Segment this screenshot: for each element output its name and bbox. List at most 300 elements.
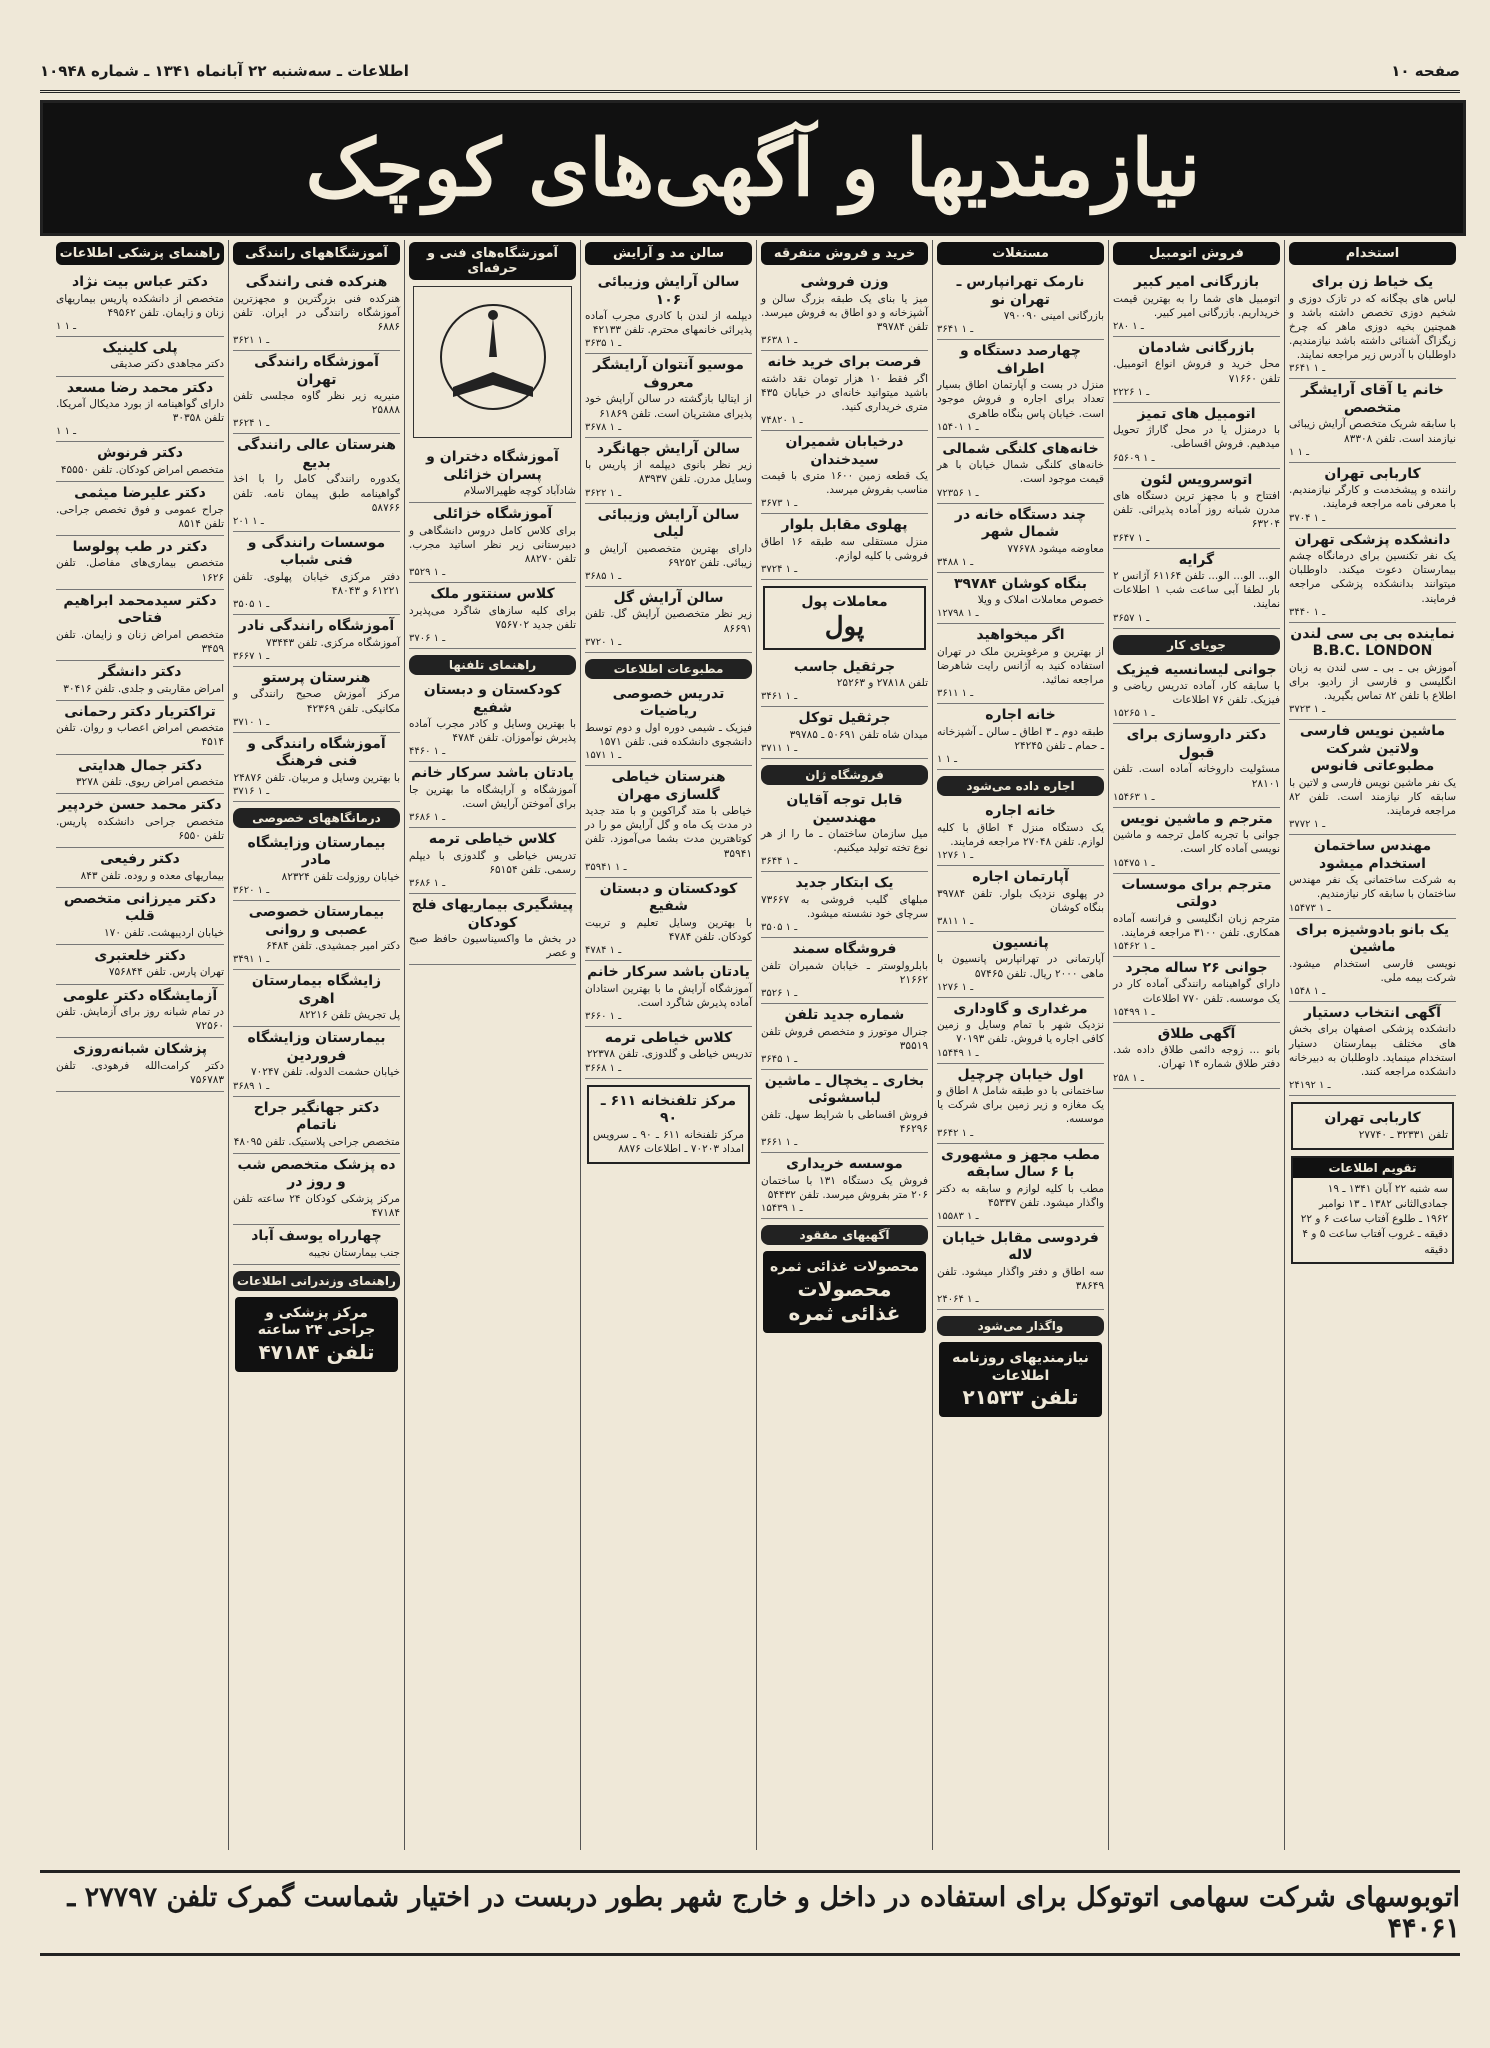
ad-code: ۳۶۶۱ ـ ۱ xyxy=(761,1137,798,1149)
ad-code: ۳۶۶۸ ـ ۱ xyxy=(585,1062,622,1074)
ad-title: شماره جدید تلفن xyxy=(784,1007,905,1024)
money-deals-big: پول xyxy=(824,611,865,642)
column-heading: خرید و فروش متفرقه xyxy=(761,242,928,265)
columns-container xyxy=(40,240,1460,1850)
ad-code: ۳۷۲۰ ـ ۱ xyxy=(585,636,622,648)
ad-title: دکتر خلعتبری xyxy=(94,947,186,964)
ad-body: به شرکت ساختمانی یک نفر مهندس ساختمان با سابقه کار نیازمندیم. xyxy=(1289,874,1456,901)
ad-code: ۴۷۸۴ ـ ۱ xyxy=(585,945,622,957)
ad-body: از ایتالیا بازگشته در سالن آرایش خود پذیرای مشتریان است. تلفن ۶۱۸۶۹ xyxy=(585,393,752,420)
ad-body: فروش یک دستگاه ۱۳۱ با ساختمان ۲۰۶ متر بفروش میرسد. تلفن ۵۴۴۳۲ xyxy=(761,1174,928,1201)
classified-ad xyxy=(233,901,400,970)
classified-ad xyxy=(937,866,1104,932)
dark-boxed-ad xyxy=(235,1297,398,1372)
column-heading: راهنمای پزشکی اطلاعات xyxy=(56,242,224,265)
classified-ad xyxy=(1289,623,1456,721)
classified-ad xyxy=(761,938,928,1004)
classified-ad xyxy=(233,351,400,434)
ad-title: کودکستان و دبستان شفیع xyxy=(599,880,738,915)
classified-ad xyxy=(56,945,224,985)
ad-title: وزن فروشی xyxy=(800,274,889,290)
classified-ad xyxy=(937,438,1104,504)
classified-ad xyxy=(409,894,576,965)
classified-ad xyxy=(56,1038,224,1092)
subsection-heading: راهنمای تلفنها xyxy=(409,655,576,675)
ad-title: مترجم و ماشین نویس xyxy=(1120,810,1273,827)
ad-title: بازرگانی شادمان xyxy=(1138,339,1255,356)
ad-body: جنرال موتورز و متخصص فروش تلفن ۳۵۵۱۹ xyxy=(761,1025,928,1052)
ad-body: یک دستگاه منزل ۴ اطاق با کلیه لوازم. تلفن ۲۷۰۴۸ مراجعه فرمایند. xyxy=(937,821,1104,848)
ad-body: معاوضه میشود ۷۷۶۷۸ xyxy=(1007,542,1104,555)
dark-ad-big: تلفن ۲۱۵۳۳ xyxy=(962,1385,1079,1410)
ad-code: ۳۶۳۸ ـ ۱ xyxy=(761,335,798,347)
ad-title: اتوسرویس لئون xyxy=(1140,471,1253,488)
ad-code: ۳۷۱۰ ـ ۱ xyxy=(233,716,270,728)
ad-title: قابل توجه آقایان مهندسین xyxy=(786,792,903,826)
classified-ad xyxy=(56,590,224,661)
ad-body: برای کلیه سازهای شاگرد می‌پذیرد تلفن جدید ۷۵۶۷۰۲ xyxy=(409,604,576,631)
ad-code: ۲۲۲۶ ـ ۱ xyxy=(1113,386,1150,398)
classified-ad xyxy=(233,1154,400,1225)
ad-title: دکتر محمد رضا مسعد xyxy=(66,379,214,396)
boxed-ad xyxy=(1291,1102,1454,1150)
classified-ad xyxy=(761,707,928,759)
calendar-body: سه شنبه ۲۲ آبان ۱۳۴۱ ـ ۱۹ جمادی‌الثانی ۱۳۸۲ ـ ۱۳ نوامبر ۱۹۶۲ ـ طلوع آفتاب ساعت ۶ و ۲۲ دقیقه ـ غروب آفتاب ساعت ۵ و ۴ دقیقه xyxy=(1300,1182,1448,1256)
column-heading: آموزشگاههای رانندگی xyxy=(233,242,400,265)
classified-ad xyxy=(233,970,400,1027)
ad-title: دکتر میرزانی متخصص قلب xyxy=(63,890,217,925)
classified-ad xyxy=(233,1225,400,1265)
ad-body: در بخش ما واکسیناسیون حافظ صبح و عصر xyxy=(409,933,576,960)
ad-title: آموزشگاه دختران و پسران خزائلی xyxy=(426,449,559,483)
ad-title: چهارصد دستگاه و اطراف xyxy=(959,343,1082,377)
classified-ad xyxy=(761,872,928,938)
ad-code: ۳۵۲۹ ـ ۱ xyxy=(409,567,446,579)
classified-ad xyxy=(1113,271,1280,337)
classified-ad xyxy=(1289,835,1456,918)
ad-title: فردوسی مقابل خیابان لاله xyxy=(942,1229,1099,1264)
ad-body: آپارتمانی در تهرانپارس پانسیون با ماهی ۲۰۰۰ ریال. تلفن ۵۷۴۶۵ xyxy=(937,953,1104,980)
ad-body: زیر نظر متخصصین آرایش گل. تلفن ۸۶۶۹۱ xyxy=(585,608,752,635)
subsection-heading: آگهیهای مفقود xyxy=(761,1225,928,1245)
ad-title: خانه‌های کلنگی شمالی xyxy=(942,440,1099,457)
ad-title: کاربابی تهران xyxy=(1324,465,1421,482)
ad-body: جنب بیمارستان نجیبه xyxy=(308,1246,400,1259)
dark-ad-title: نیازمندیهای روزنامه اطلاعات xyxy=(952,1350,1089,1384)
ad-body: میز یا بنای یک طبقه بزرگ سالن و آشپزخانه و دو اطاق به فروش میرسد. تلفن ۳۹۷۸۴ xyxy=(761,292,928,333)
classified-ad xyxy=(585,271,752,354)
ad-code: ۲۴۰۶۴ ـ ۱ xyxy=(937,1294,979,1306)
ad-body: فیزیک ـ شیمی دوره اول و دوم توسط دانشجوی دانشکده فنی. تلفن ۱۵۷۱ xyxy=(585,721,752,748)
running-header xyxy=(40,62,1460,93)
classified-ad xyxy=(233,1027,400,1096)
classified-ad xyxy=(585,878,752,961)
classified-ad xyxy=(233,733,400,802)
ad-body: پل تجریش تلفن ۸۲۲۱۶ xyxy=(299,1009,400,1022)
ad-title: تدریس خصوصی ریاضیات xyxy=(612,685,725,720)
ad-title: آزمایشگاه دکتر علومی xyxy=(62,987,218,1004)
ad-code: ۲۵۸ ـ ۱ xyxy=(1113,1072,1144,1084)
ad-title: دکتر علیرضا میثمی xyxy=(74,485,206,502)
ad-title: مطب مجهز و مشهوری با ۶ سال سابقه xyxy=(941,1146,1100,1181)
ad-body: دفتر مرکزی خیابان پهلوی. تلفن ۶۱۲۲۱ و ۴۸۰۴۳ xyxy=(233,570,400,598)
ad-code: ۳۴۶۱ ـ ۱ xyxy=(761,691,798,703)
ad-code: ۱۵۴۶۲ ـ ۱ xyxy=(1113,940,1155,952)
classified-ad xyxy=(56,794,224,848)
ad-body: میدان شاه تلفن ۵۰۶۹۱ ـ ۳۹۷۸۵ xyxy=(789,728,928,741)
ad-body: تدریس خیاطی و گلدوزی با دیپلم رسمی. تلفن ۶۵۱۵۴ xyxy=(409,849,576,876)
ad-body: بانو ... زوجه دائمی طلاق داده شد. دفتر طلاق شماره ۱۴ تهران. xyxy=(1113,1044,1280,1071)
ad-title: پهلوی مقابل بلوار xyxy=(781,517,908,534)
boxed-ad-body: تلفن ۳۲۳۳۱ ـ ۲۷۷۴۰ xyxy=(1358,1128,1448,1141)
ad-code: ۱۵۴۹۹ ـ ۱ xyxy=(1113,1006,1155,1018)
ad-code: ۱۵۴۷۳ ـ ۱ xyxy=(1289,902,1331,914)
ad-body: خیابان حشمت الدوله. تلفن ۷۰۲۴۷ xyxy=(250,1066,400,1079)
ad-code: ۱۵۵۸۳ ـ ۱ xyxy=(937,1210,979,1222)
ad-code: ۲۰۱ ـ ۱ xyxy=(233,515,264,527)
ad-title: درخیابان شمیران سیدخندان xyxy=(785,434,904,468)
classified-ad xyxy=(1289,463,1456,529)
ad-code: ۳۷۰۶ ـ ۱ xyxy=(409,633,446,645)
classified-ad xyxy=(585,354,752,437)
dark-ad-big: محصولات غذائی ثمره xyxy=(788,1276,901,1325)
classified-ad xyxy=(56,536,224,590)
classified-ad xyxy=(409,583,576,649)
page-number: صفحه ۱۰ xyxy=(1391,62,1460,80)
ad-body: هنرکده فنی بزرگترین و مجهزترین آموزشگاه رانندگی در ایران. تلفن ۶۸۸۶ xyxy=(233,292,400,333)
classified-ad xyxy=(937,504,1104,573)
ad-code: ۳۷۷۲ ـ ۱ xyxy=(1289,819,1326,831)
classified-ad xyxy=(1289,720,1456,835)
ad-title: بازرگانی امیر کبیر xyxy=(1133,274,1260,290)
ad-body: مترجم زبان انگلیسی و فرانسه آماده همکاری. تلفن ۳۱۰۰ مراجعه فرمایند. xyxy=(1113,912,1280,939)
ad-title: اگر میخواهید xyxy=(976,627,1065,644)
classified-ad xyxy=(233,532,400,615)
column xyxy=(228,240,404,1850)
ad-title: دکتر عباس بیت نژاد xyxy=(72,274,208,290)
banner-title: نیازمندیها و آگهی‌های کوچک xyxy=(305,122,1201,214)
ad-code: ۳۶۳۵ ـ ۱ xyxy=(585,338,622,350)
ad-body: شادآباد کوچه ظهیرالاسلام xyxy=(463,485,576,497)
ad-title: تراکتریار دکتر رحمانی xyxy=(64,703,216,720)
column xyxy=(756,240,932,1850)
ad-code: ۴۴۶۰ ـ ۱ xyxy=(409,746,446,758)
ad-code: ۳۶۸۵ ـ ۱ xyxy=(585,570,622,582)
column xyxy=(580,240,756,1850)
ad-title: مهندس ساختمان استخدام میشود xyxy=(1313,838,1432,872)
classified-ad xyxy=(1289,1002,1456,1096)
ad-title: پانسیون xyxy=(992,934,1049,951)
ad-code: ۲۴۱۹۲ ـ ۱ xyxy=(1289,1080,1331,1092)
column xyxy=(1284,240,1460,1850)
ad-body: الو... الو... الو... تلفن ۶۱۱۶۴ آژانس ۲ بار لطفا آبی ساعت شب ۱ اطلاعات نمایند. xyxy=(1113,570,1280,611)
classified-ad xyxy=(233,271,400,351)
ad-body: زیر نظر بانوی دیپلمه از پاریس با وسایل مدرن. تلفن ۸۳۹۳۷ xyxy=(585,459,752,486)
ad-body: تدریس خیاطی و گلدوزی. تلفن ۲۲۳۷۸ xyxy=(586,1048,752,1061)
ad-code: ۳۶۸۶ ـ ۱ xyxy=(409,878,446,890)
ad-code: ۳۶۸۹ ـ ۱ xyxy=(233,1080,270,1092)
ad-code: ۱۵۴۸ ـ ۱ xyxy=(1289,985,1326,997)
ad-title: ده پزشک متخصص شب و روز در xyxy=(237,1156,396,1191)
ad-code: ۳۵۲۶ ـ ۱ xyxy=(761,988,798,1000)
calendar-box xyxy=(1291,1156,1454,1264)
ad-code: ۷۲۳۵۶ ـ ۱ xyxy=(937,487,979,499)
ad-title: اتومبیل های تمیز xyxy=(1137,405,1256,422)
classified-ad xyxy=(1113,469,1280,549)
column-heading: فروش اتومبیل xyxy=(1113,242,1280,265)
ad-title: فروشگاه سمند xyxy=(792,941,897,958)
ad-body: امراض مقاربتی و جلدی. تلفن ۳۰۴۱۶ xyxy=(63,682,224,695)
classified-ad xyxy=(761,656,928,708)
classified-ad xyxy=(937,624,1104,704)
classified-ad xyxy=(585,766,752,878)
ad-title: خانه اجاره xyxy=(985,707,1056,724)
classified-ad xyxy=(1289,271,1456,379)
subsection-heading: مطبوعات اطلاعات xyxy=(585,659,752,679)
ad-body: نزدیک شهر با تمام وسایل و زمین کافی اجاره یا فروش. تلفن ۷۰۱۹۳ xyxy=(937,1019,1104,1046)
classified-ad xyxy=(1113,957,1280,1023)
ad-body: فروش اقساطی با شرایط سهل. تلفن ۴۶۲۹۶ xyxy=(761,1108,928,1136)
ad-body: میل سازمان ساختمان ـ ما را از هر نوع تخته تولید میکنیم. xyxy=(761,828,928,855)
classified-ad xyxy=(937,932,1104,998)
classified-ad xyxy=(1113,724,1280,807)
boxed-ad-title: مرکز تلفنخانه ۶۱۱ ـ ۹۰ xyxy=(600,1092,737,1127)
ad-title: دکتر جهانگیر جراح ناتمام xyxy=(253,1099,380,1134)
ad-body: خیاطی با متد گراکوین و با متد جدید در مدت یک ماه و گل آرایش مو را در کوتاهترین مدت بشما می‌آموزد. تلفن ۳۵۹۴۱ xyxy=(585,805,752,860)
ad-title: مرغداری و گاوداری xyxy=(953,1000,1088,1017)
ad-code: ۳۶۴۱ ـ ۱ xyxy=(1289,363,1326,375)
ad-title: هنرستان پرستو xyxy=(262,669,371,686)
ad-title: یک خیاط زن برای xyxy=(1311,274,1434,290)
ad-title: دکتر رفیعی xyxy=(100,851,180,868)
ad-title: سالن آرایش وزیبائی ۱۰۶ xyxy=(597,274,740,308)
ad-title: کودکستان و دبستان شفیع xyxy=(423,682,562,716)
ad-body: مرکز آموزش صحیح رانندگی و مکانیکی. تلفن ۴۲۳۶۹ xyxy=(233,688,400,715)
ad-body: متخصص امراض ریوی. تلفن ۳۲۷۸ xyxy=(75,776,224,789)
ad-title: آموزشگاه خزائلی xyxy=(432,506,553,523)
ad-code: ۱ ـ ۱ xyxy=(1289,446,1310,458)
classified-ad xyxy=(585,504,752,587)
ad-code: ۳۷۰۴ ـ ۱ xyxy=(1289,512,1326,524)
column-heading: مستغلات xyxy=(937,242,1104,265)
classified-ad xyxy=(761,789,928,872)
column-heading: سالن مد و آرایش xyxy=(585,242,752,265)
classified-ad xyxy=(233,667,400,733)
ad-body: با بهترین وسایل تعلیم و تربیت کودکان. تلفن ۴۷۸۴ xyxy=(585,916,752,943)
ad-code: ۱۵۷۱ ـ ۱ xyxy=(585,750,622,762)
classified-ad xyxy=(409,446,576,503)
ad-title: یادتان باشد سرکار خانم xyxy=(587,964,750,981)
ad-code: ۳۶۲۰ ـ ۱ xyxy=(233,885,270,897)
ad-body: تلفن ۲۷۸۱۸ و ۲۵۲۶۳ xyxy=(836,677,928,690)
ad-title: جوانی ۲۶ ساله مجرد xyxy=(1125,959,1268,976)
ad-title: پیشگیری بیماریهای فلج کودکان xyxy=(411,897,574,931)
ad-body: یک نفر ماشین نویس فارسی و لاتین با سابقه کار نیازمند است. تلفن ۸۲ مراجعه فرمایند. xyxy=(1289,776,1456,818)
ad-title: کلاس خیاطی ترمه xyxy=(604,1029,733,1046)
ad-body: در پهلوی نزدیک بلوار. تلفن ۳۹۷۸۴ بنگاه کوشان xyxy=(937,887,1104,914)
dark-ad-big: تلفن ۴۷۱۸۴ xyxy=(258,1339,375,1364)
ad-code: ۳۶۴۱ ـ ۱ xyxy=(937,324,974,336)
classified-ad xyxy=(937,1227,1104,1310)
ad-code: ۳۸۱۱ ـ ۱ xyxy=(937,915,974,927)
ad-title: موسسات رانندگی و فنی شباب xyxy=(247,534,386,569)
ad-title: جرثقیل جاسب xyxy=(793,658,896,675)
column xyxy=(404,240,580,1850)
classified-ad xyxy=(585,438,752,504)
ad-title: یادتان باشد سرکار خانم xyxy=(411,765,574,782)
ad-title: موسیو آنتوان آرایشگر معروف xyxy=(593,357,744,391)
classified-ad xyxy=(56,377,224,443)
ad-title: آگهی طلاق xyxy=(1157,1025,1236,1042)
boxed-ad-title: کاربابی تهران xyxy=(1324,1110,1421,1127)
ad-body: آموزشگاه آرایش ما با بهترین استادان آماده پذیرش شاگرد است. xyxy=(585,982,752,1009)
classified-ad xyxy=(56,442,224,482)
ad-body: راننده و پیشخدمت و کارگر نیازمندیم. با معرفی نامه مراجعه فرمایند. xyxy=(1289,484,1456,511)
ad-title: بیمارستان خصوصی عصبی و روانی xyxy=(248,904,385,938)
classified-ad xyxy=(761,1070,928,1153)
subsection-heading: فروشگاه ژان xyxy=(761,765,928,785)
ad-title: آموزشگاه رانندگی نادر xyxy=(238,618,395,635)
ad-code: ۳۴۸۸ ـ ۱ xyxy=(937,556,974,568)
ad-body: متخصص امراض زنان و زایمان. تلفن ۳۴۵۹ xyxy=(56,628,224,655)
ad-code: ۳۶۵۷ ـ ۱ xyxy=(1113,612,1150,624)
ad-title: بیمارستان وزایشگاه مادر xyxy=(247,834,386,869)
ad-body: دیپلمه از لندن با کادری مجرب آماده پذیرائی خانمهای محترم. تلفن ۴۲۱۳۳ xyxy=(585,310,752,337)
ad-body: منزل در بست و آپارتمان اطاق بسیار تعداد برای اجاره و فروش موجود است. خیابان پاس بنگاه طاهری xyxy=(937,379,1104,420)
ad-body: منیریه زیر نظر گاوه مجلسی تلفن ۲۵۸۸۸ xyxy=(233,390,400,417)
ad-title: دکتر سیدمحمد ابراهیم فتاحی xyxy=(63,592,217,627)
column xyxy=(1108,240,1284,1850)
ad-body: با درمنزل یا در محل گاراژ تحویل میدهیم. فروش اقساطی. xyxy=(1113,424,1280,451)
ad-body: افتتاح و با مجهز ترین دستگاه های مدرن شبانه روز آماده پذیرائی. تلفن ۶۳۲۰۴ xyxy=(1113,490,1280,531)
ad-title: پلی کلینیک xyxy=(102,339,178,356)
ad-body: خیابان روزولت تلفن ۸۲۳۲۴ xyxy=(281,870,400,883)
ad-code: ۳۶۶۰ ـ ۱ xyxy=(585,1010,622,1022)
ad-code: ۱ ـ ۱ xyxy=(56,320,77,332)
ad-code: ۳۴۹۱ ـ ۱ xyxy=(233,954,270,966)
classified-ad xyxy=(761,514,928,580)
boxed-ad xyxy=(587,1085,750,1164)
dark-boxed-ad xyxy=(939,1342,1102,1417)
ad-body: آموزش بی ـ بی ـ سی لندن به زبان انگلیسی و فارسی از رادیو. برای اطلاع با تلفن ۸۲ تماس بگیرید. xyxy=(1289,661,1456,703)
ad-body: با بهترین وسایل و کادر مجرب آماده پذیرش نوآموزان. تلفن ۴۷۸۴ xyxy=(409,718,576,745)
ad-body: خانه‌های کلنگی شمال خیابان با هر قیمت موجود است. xyxy=(937,459,1104,486)
classified-ad xyxy=(56,888,224,945)
classified-ad xyxy=(56,848,224,888)
ad-code: ۳۶۲۱ ـ ۱ xyxy=(233,335,270,347)
ad-body: بیماریهای معده و روده. تلفن ۸۴۳ xyxy=(80,869,224,882)
classified-ad xyxy=(409,828,576,894)
ad-body: جراح عمومی و فوق تخصص جراحی. تلفن ۸۵۱۴ xyxy=(56,503,224,530)
classified-ad xyxy=(56,482,224,536)
school-emblem xyxy=(413,286,572,438)
classified-ad xyxy=(233,1097,400,1154)
ad-code: ۳۷۲۴ ـ ۱ xyxy=(761,564,798,576)
ad-title: خانم یا آقای آرایشگر متخصص xyxy=(1301,382,1444,416)
ad-code: ۳۷۱۱ ـ ۱ xyxy=(761,743,798,755)
ad-body: دکتر مجاهدی دکتر صدیقی xyxy=(110,358,224,371)
calendar-heading: تقویم اطلاعات xyxy=(1293,1158,1452,1178)
ad-title: یک ابتکار جدید xyxy=(795,875,894,892)
classified-ad xyxy=(233,615,400,667)
classified-ad xyxy=(585,683,752,766)
ad-body: از بهترین و مرغوبترین ملک در تهران استفاده کنید به آژانس رایت شاهرضا مراجعه نمائید. xyxy=(937,645,1104,687)
column xyxy=(932,240,1108,1850)
ad-title: دکتر فرنوش xyxy=(97,445,183,462)
footer-text: اتوبوسهای شرکت سهامی اتوتوکل برای استفاده در داخل و خارج شهر بطور دربست در اختیار شماست گمرک تلفن ۲۷۷۹۷ ـ ۴۴۰۶۱ xyxy=(67,1882,1460,1944)
ad-title: هنرکده فنی رانندگی xyxy=(245,274,388,290)
ad-body: خصوص معاملات املاک و ویلا xyxy=(977,594,1104,607)
ad-title: چهارراه یوسف آباد xyxy=(251,1228,382,1245)
classified-ad xyxy=(937,1144,1104,1227)
ad-body: ساختمانی با دو طبقه شامل ۸ اطاق و یک مغازه و زیر زمین برای شرکت یا موسسه. xyxy=(937,1085,1104,1126)
classified-ad xyxy=(1113,549,1280,629)
classified-ad xyxy=(1113,1023,1280,1089)
classified-ad xyxy=(937,704,1104,770)
ad-body: یکدوره رانندگی کامل را با اخذ گواهینامه طبق پیمان نامه. تلفن ۵۸۷۶۶ xyxy=(233,473,400,514)
classified-ad xyxy=(56,701,224,755)
dark-ad-title: محصولات غذائی ثمره xyxy=(769,1259,920,1276)
ad-code: ۱۵۴۳۹ ـ ۱ xyxy=(761,1203,803,1215)
ad-body: اگر فقط ۱۰ هزار تومان نقد داشته باشید میتوانید خانه‌ای در خیابان ۴۳۵ متری خریداری کنید. xyxy=(761,372,929,413)
ad-body: مرکز پزشکی کودکان ۲۴ ساعته تلفن ۴۷۱۸۴ xyxy=(233,1192,400,1219)
ad-title: فرصت برای خرید خانه xyxy=(767,354,922,371)
classified-ad xyxy=(761,271,928,351)
ad-title: یک بانو بادوشیزه برای ماشین xyxy=(1295,921,1450,956)
ad-code: ۳۶۴۵ ـ ۱ xyxy=(761,1053,798,1065)
classified-ad xyxy=(937,340,1104,438)
ad-title: دانشکده پزشکی تهران xyxy=(1294,531,1451,548)
ad-body: با بهترین وسایل و مربیان. تلفن ۲۴۸۷۶ xyxy=(233,771,400,784)
classified-ad xyxy=(409,762,576,828)
column xyxy=(52,240,228,1850)
column-heading: آموزشگاه‌های فنی و حرفه‌ای xyxy=(409,242,576,280)
classified-ad xyxy=(56,271,224,337)
ad-title: هنرستان عالی رانندگی بدیع xyxy=(236,437,397,471)
classified-ad xyxy=(1113,808,1280,874)
ad-title: زایشگاه بیمارستان اهری xyxy=(251,973,382,1007)
issue-line: اطلاعات ـ سه‌شنبه ۲۲ آبانماه ۱۳۴۱ ـ شماره ۱۰۹۴۸ xyxy=(40,62,409,80)
ad-title: کلاس خیاطی ترمه xyxy=(428,831,557,848)
ad-code: ۱۲۷۶ ـ ۱ xyxy=(937,981,974,993)
ad-code: ۱۲۷۹۸ ـ ۱ xyxy=(937,608,979,620)
classified-ad xyxy=(585,961,752,1027)
ad-code: ۳۶۲۲ ـ ۱ xyxy=(585,487,622,499)
subsection-heading: واگذار می‌شود xyxy=(937,1316,1104,1336)
classified-ad xyxy=(56,661,224,701)
ad-body: با سابقه کار، آماده تدریس ریاضی و فیزیک. تلفن ۷۶ اطلاعات xyxy=(1113,680,1280,707)
money-deals-title: معاملات پول xyxy=(801,594,888,611)
classified-ad xyxy=(1289,379,1456,462)
ad-body: اتومبیل های شما را به بهترین قیمت خریداریم. بازرگانی امیر کبیر. xyxy=(1113,292,1280,319)
subsection-heading: درمانگاههای خصوصی xyxy=(233,808,400,828)
ad-title: چند دستگاه خانه در شمال شهر xyxy=(954,506,1087,541)
classified-ad xyxy=(585,1027,752,1079)
ad-body: دکتر امیر جمشیدی. تلفن ۶۴۸۴ xyxy=(266,940,400,953)
ad-title: جوانی لیسانسیه فیزیک xyxy=(1116,661,1277,678)
ad-body: مبلهای گلیب فروشی به ۷۳۶۶۷ سرچای خود نشسته میشود. xyxy=(761,893,928,921)
ad-title: جرثقیل توکل xyxy=(798,710,891,727)
ad-title: سالن آرایش وزیبائی لیلی xyxy=(597,506,740,541)
classified-ad xyxy=(56,337,224,377)
ad-code: ۳۵۰۵ ـ ۱ xyxy=(233,599,270,611)
classified-ad xyxy=(937,998,1104,1064)
ad-body: در تمام شبانه روز برای آزمایش. تلفن ۷۲۵۶۰ xyxy=(56,1006,224,1033)
ad-body: سه اطاق و دفتر واگذار میشود. تلفن ۳۸۶۴۹ xyxy=(937,1265,1104,1293)
ad-code: ۱۵۴۷۵ ـ ۱ xyxy=(1113,857,1155,869)
ad-code: ۳۶۴۷ ـ ۱ xyxy=(1113,532,1150,544)
ad-body: جوانی با تجربه کامل ترجمه و ماشین نویسی آماده کار است. xyxy=(1113,829,1280,856)
